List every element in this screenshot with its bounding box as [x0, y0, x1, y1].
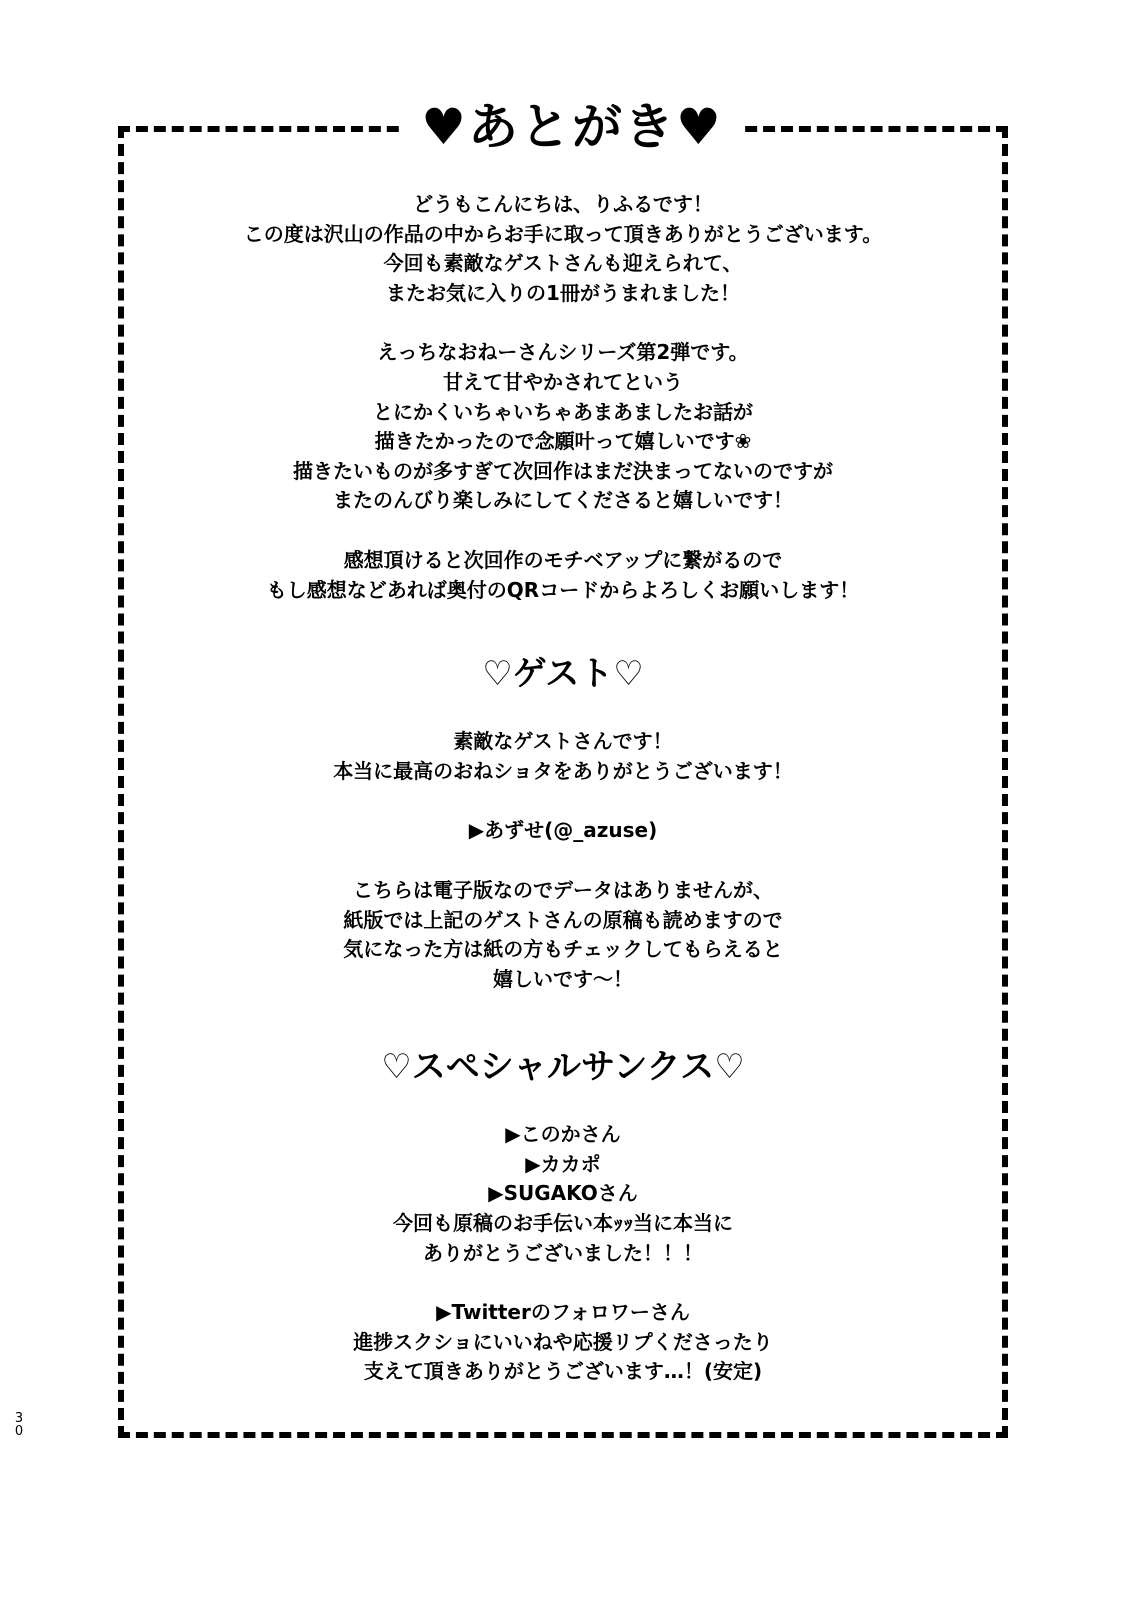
page-title: ♥あとがき♥	[403, 92, 741, 162]
guest-paragraph-3	[128, 876, 998, 994]
text-line: 描きたかったので念願叶って嬉しいです❀	[374, 429, 752, 454]
guest-section-title: ♡ゲスト♡	[482, 654, 644, 695]
text-line: 甘えて甘やかされてという	[443, 369, 683, 394]
text-line: またのんびり楽しみにしてくださると嬉しいです！	[333, 488, 793, 513]
text-line: ▶Twitterのフォロワーさん	[436, 1300, 690, 1325]
thanks-paragraph-2	[128, 1298, 998, 1387]
intro-paragraph-1	[128, 190, 998, 308]
text-line: ▶あずせ(@_azuse)	[468, 818, 658, 843]
guest-paragraph-1	[128, 727, 998, 786]
text-line: またお気に入りの1冊がうまれました！	[386, 280, 740, 305]
text-line: ▶カカポ	[525, 1151, 601, 1176]
text-line: ▶SUGAKOさん	[488, 1181, 638, 1206]
title-area	[0, 92, 1144, 162]
text-line: 嬉しいです～！	[493, 966, 633, 991]
thanks-paragraph-1	[128, 1120, 998, 1268]
text-line: 描きたいものが多すぎて次回作はまだ決まってないのですが	[293, 458, 833, 483]
intro-paragraph-2	[128, 338, 998, 516]
guest-credit	[128, 816, 998, 846]
text-line: 支えて頂きありがとうございます…！(安定)	[363, 1359, 763, 1384]
text-line: こちらは電子版なのでデータはありませんが、	[353, 877, 773, 902]
page-number: 30	[14, 1411, 24, 1439]
text-line: えっちなおねーさんシリーズ第2弾です。	[377, 340, 749, 365]
text-line: 感想頂けると次回作のモチベアップに繋がるので	[343, 547, 783, 572]
text-line: 本当に最高のおねショタをありがとうございます！	[333, 758, 793, 783]
text-line: 今回も原稿のお手伝い本ｯｯ当に本当に	[393, 1211, 733, 1236]
text-line: とにかくいちゃいちゃあまあましたお話が	[373, 399, 753, 424]
text-line: 進捗スクショにいいねや応援リプくださったり	[353, 1329, 773, 1354]
text-line: どうもこんにちは、りふるです！	[413, 192, 713, 216]
thanks-section	[128, 1120, 998, 1387]
text-line: 今回も素敵なゲストさんも迎えられて、	[383, 251, 743, 276]
text-line: もし感想などあれば奥付のQRコードからよろしくお願いします！	[266, 577, 860, 602]
text-line: 紙版では上記のゲストさんの原稿も読めますので	[343, 907, 783, 932]
afterword-content	[128, 190, 998, 1417]
intro-section	[128, 190, 998, 605]
text-line: ありがとうございました！！！	[423, 1240, 703, 1265]
text-line: 素敵なゲストさんです！	[453, 729, 673, 754]
text-line: 気になった方は紙の方もチェックしてもらえると	[343, 937, 783, 962]
thanks-section-title: ♡スペシャルサンクス♡	[381, 1047, 745, 1088]
text-line: ▶このかさん	[505, 1122, 621, 1147]
intro-paragraph-3	[128, 546, 998, 605]
text-line: この度は沢山の作品の中からお手に取って頂きありがとうございます。	[243, 221, 883, 246]
guest-section	[128, 727, 998, 994]
